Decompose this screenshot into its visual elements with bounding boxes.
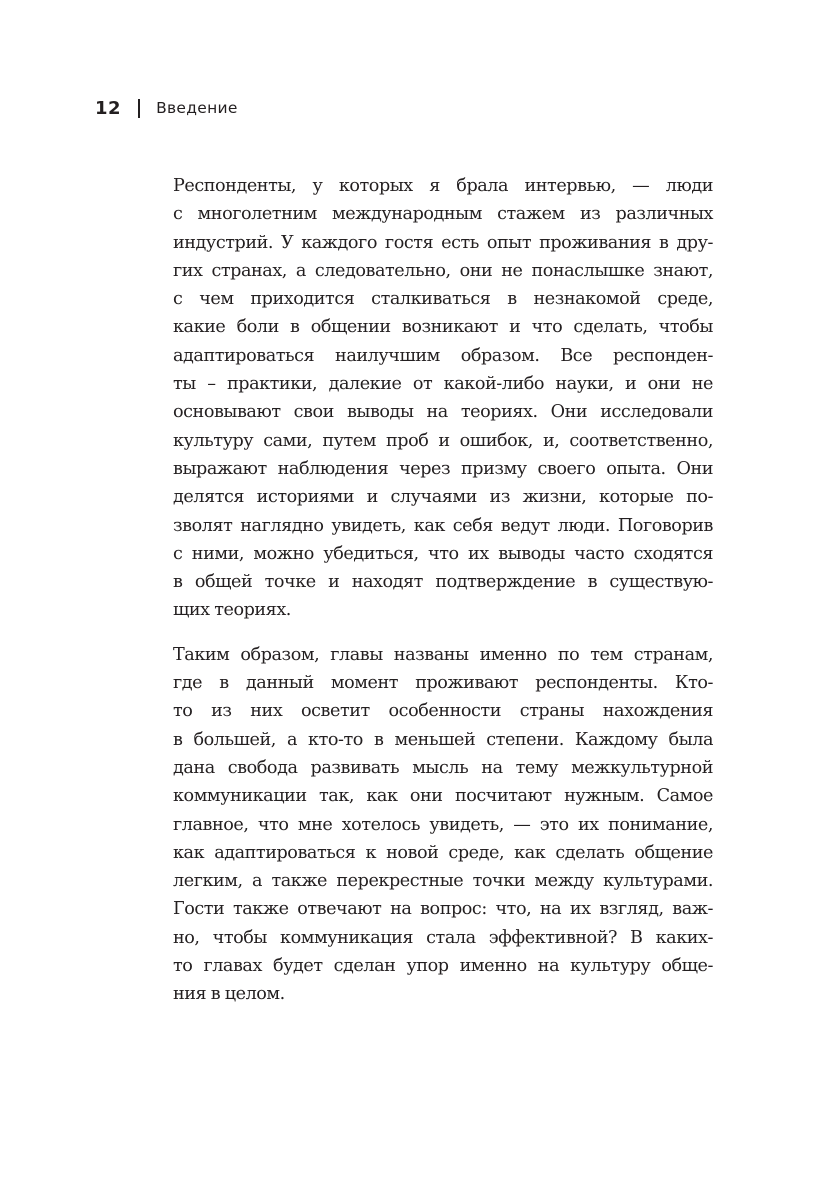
header-separator <box>138 99 140 118</box>
text-line: в большей, а кто-то в меньшей степени. Каждому была <box>173 729 713 750</box>
text-line: с ними, можно убедиться, что их выводы часто сходятся <box>173 543 713 564</box>
paragraph-1 <box>173 172 713 625</box>
text-line: основывают свои выводы на теориях. Они исследовали <box>173 402 713 423</box>
text-line: ния в целом. <box>173 984 285 1005</box>
text-line: ты – практики, далекие от какой-либо науки, и они не <box>173 374 713 395</box>
text-line: главное, что мне хотелось увидеть, — это их понимание, <box>173 814 713 835</box>
text-line: с многолетним международным стажем из различных <box>173 204 713 225</box>
text-line: где в данный момент проживают респонденты. Кто- <box>173 673 713 694</box>
text-line: культуру сами, путем проб и ошибок, и, соответственно, <box>173 430 713 451</box>
text-line: индустрий. У каждого гостя есть опыт проживания в дру- <box>173 232 713 253</box>
text-line: Гости также отвечают на вопрос: что, на их взгляд, важ- <box>173 899 713 920</box>
text-line: Таким образом, главы названы именно по тем странам, <box>173 644 713 665</box>
text-line: делятся историями и случаями из жизни, которые по- <box>173 487 713 508</box>
text-line: то из них осветит особенности страны нахождения <box>173 701 713 722</box>
text-line: зволят наглядно увидеть, как себя ведут люди. Поговорив <box>173 515 713 536</box>
running-head <box>95 94 238 122</box>
text-line: гих странах, а следовательно, они не понаслышке знают, <box>173 260 713 281</box>
text-line: но, чтобы коммуникация стала эффективной? В каких- <box>173 927 713 948</box>
text-line: легким, а также перекрестные точки между культурами. <box>173 871 713 892</box>
text-line: адаптироваться наилучшим образом. Все респонден- <box>173 345 713 366</box>
text-line: выражают наблюдения через призму своего опыта. Они <box>173 458 713 479</box>
page-number: 12 <box>95 97 122 119</box>
text-line: в общей точке и находят подтверждение в существую- <box>173 572 713 593</box>
body-text <box>173 172 713 1009</box>
paragraph-2 <box>173 641 713 1009</box>
text-line: коммуникации так, как они посчитают нужным. Самое <box>173 786 713 807</box>
text-line: дана свобода развивать мысль на тему межкультурной <box>173 757 713 778</box>
text-line: щих теориях. <box>173 600 291 621</box>
text-line: с чем приходится сталкиваться в незнакомой среде, <box>173 289 713 310</box>
section-title: Введение <box>156 99 238 117</box>
text-line: Респонденты, у которых я брала интервью, — люди <box>173 176 713 196</box>
text-line: как адаптироваться к новой среде, как сделать общение <box>173 842 713 863</box>
text-line: какие боли в общении возникают и что сделать, чтобы <box>173 317 713 338</box>
text-line: то главах будет сделан упор именно на культуру обще- <box>173 956 713 977</box>
